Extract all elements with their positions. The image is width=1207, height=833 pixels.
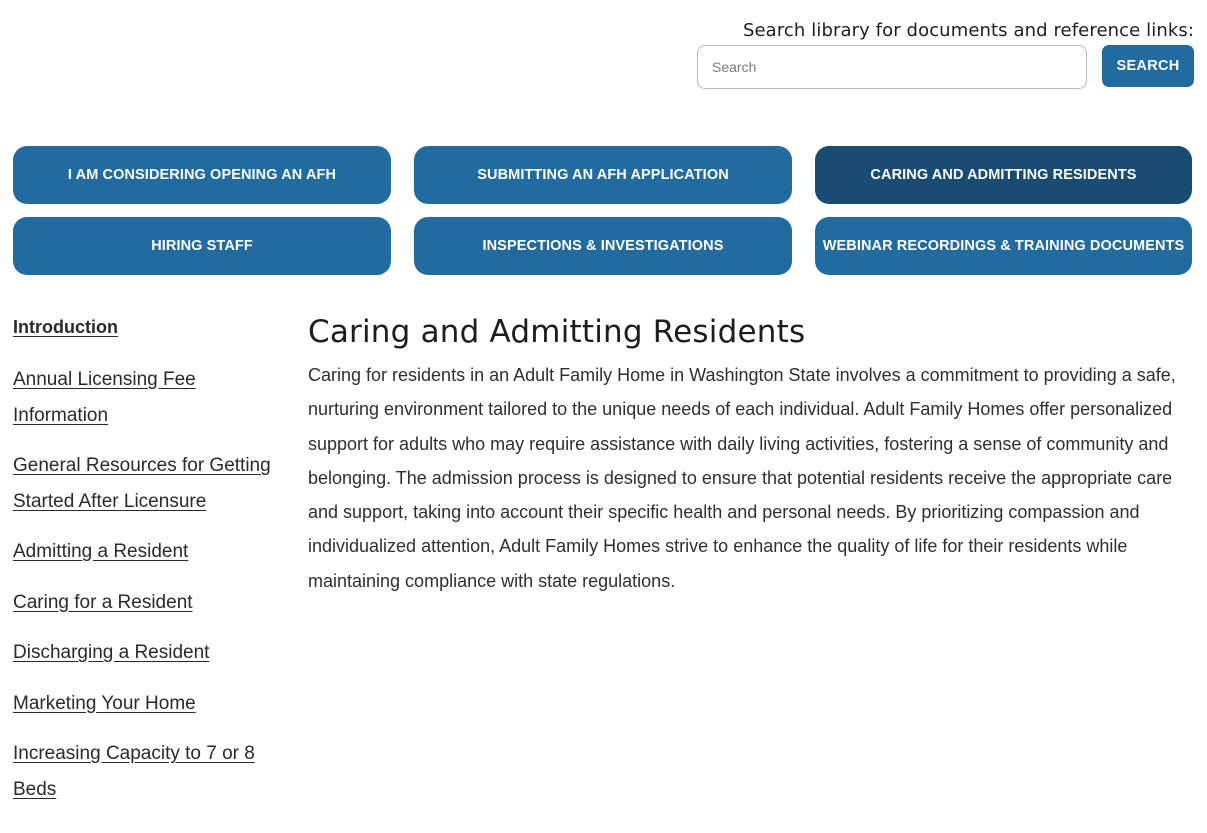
nav-button-considering-opening[interactable]: I AM CONSIDERING OPENING AN AFH	[13, 146, 391, 204]
page-title: Caring and Admitting Residents	[308, 314, 806, 350]
nav-button-caring-admitting[interactable]: CARING AND ADMITTING RESIDENTS	[815, 146, 1192, 204]
sidebar-link-marketing-home[interactable]: Marketing Your Home	[13, 692, 196, 714]
search-row	[694, 45, 1194, 89]
nav-button-submitting-application[interactable]: SUBMITTING AN AFH APPLICATION	[414, 146, 792, 204]
sidebar	[13, 312, 273, 822]
nav-button-inspections[interactable]: INSPECTIONS & INVESTIGATIONS	[414, 217, 792, 275]
topic-nav	[13, 146, 1194, 275]
search-label: Search library for documents and reference links:	[742, 20, 1194, 41]
sidebar-link-introduction[interactable]: Introduction	[13, 317, 118, 337]
nav-button-webinar-recordings[interactable]: WEBINAR RECORDINGS & TRAINING DOCUMENTS	[815, 217, 1192, 275]
sidebar-link-increasing-capacity[interactable]: Increasing Capacity to 7 or 8 Beds	[13, 743, 255, 800]
nav-button-hiring-staff[interactable]: HIRING STAFF	[13, 217, 391, 275]
search-button[interactable]: SEARCH	[1102, 45, 1194, 87]
sidebar-link-annual-licensing-fee[interactable]: Annual Licensing Fee Information	[13, 369, 196, 426]
sidebar-link-caring-resident[interactable]: Caring for a Resident	[13, 591, 193, 613]
main-content	[308, 310, 1198, 598]
search-input[interactable]	[697, 45, 1087, 89]
intro-paragraph: Caring for residents in an Adult Family Home in Washington State involves a commitment to providing a safe, nurturing environment tailored to the unique needs of each individual. Adult Family Homes offer personalized support for adults who may require assistance with daily living activities, fostering a sense of community and belonging. The admission process is designed to ensure that potential residents receive the appropriate care and support, taking into account their specific health and personal needs. By prioritizing compassion and individualized attention, Adult Family Homes strive to enhance the quality of life for their residents while maintaining compliance with state regulations.	[308, 365, 1176, 591]
sidebar-link-general-resources[interactable]: General Resources for Getting Started After Licensure	[13, 455, 271, 512]
sidebar-link-admitting-resident[interactable]: Admitting a Resident	[13, 541, 189, 562]
library-search	[694, 18, 1194, 89]
sidebar-link-discharging-resident[interactable]: Discharging a Resident	[13, 642, 210, 663]
